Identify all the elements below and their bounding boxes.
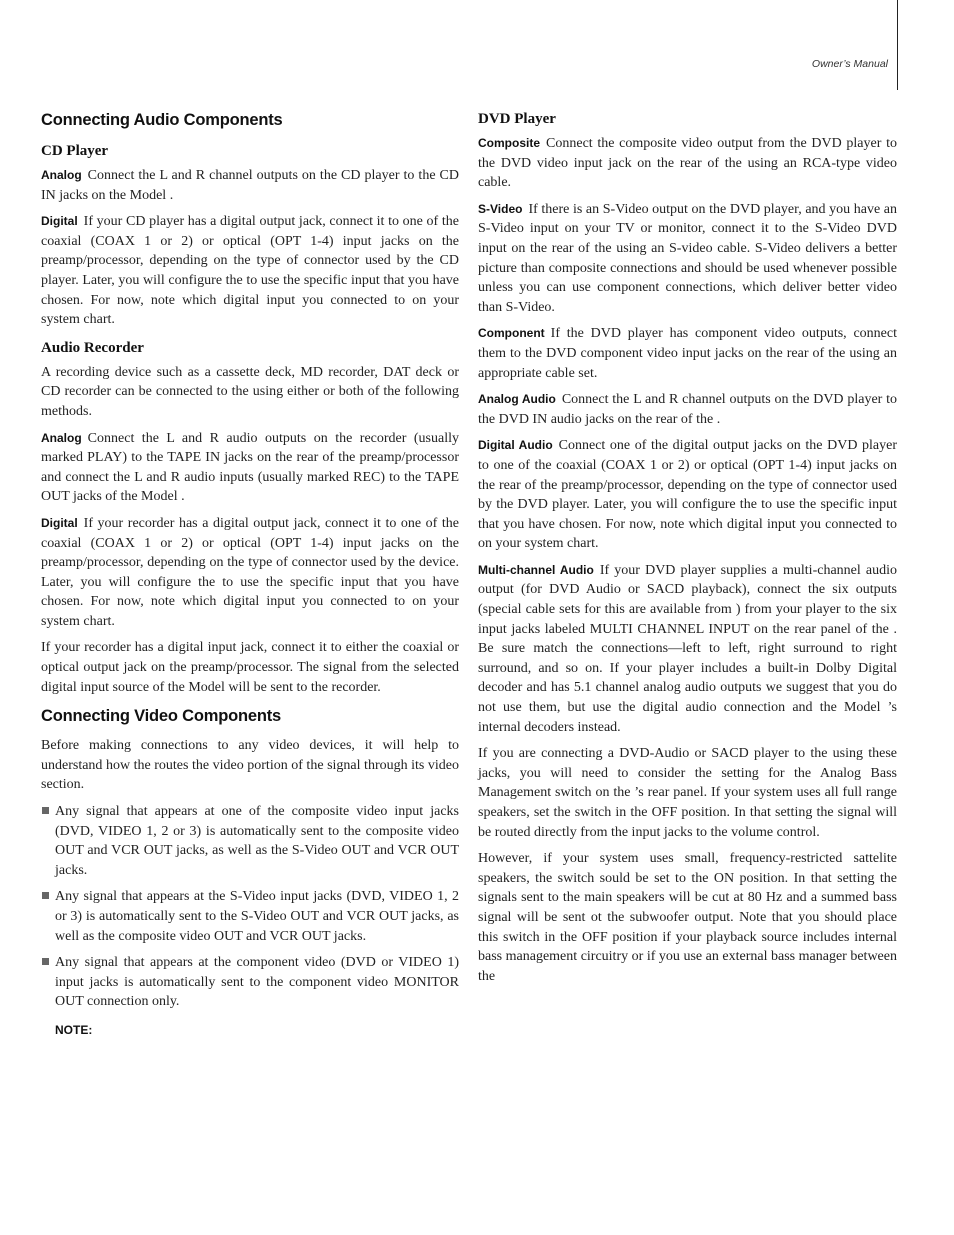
lead-analog-audio: Analog Audio — [478, 392, 556, 407]
paragraph-cd-analog — [41, 166, 459, 205]
lead-digital: Digital — [41, 214, 78, 229]
bullet-item-composite: Any signal that appears at one of the composite video input jacks (DVD, VIDEO 1, 2 or 3) is automatically sent to the composite video OUT and VCR OUT jacks, as well as the S-Video OUT and VCR OUT jacks. — [41, 802, 459, 880]
section-heading-video: Connecting Video Components — [41, 707, 281, 726]
text-dvd-svideo: If there is an S-Video output on the DVD player, and you have an S-Video input on your TV or monitor, connect it to the S-Video DVD input on the rear of the using an S-video cable. S-Video delivers a better picture than composite connections and should be used whenever possible unless you can use component connections, which deliver better video than S-Video. — [478, 201, 897, 315]
paragraph-recorder-analog — [41, 429, 459, 507]
paragraph-dvd-composite — [478, 134, 897, 193]
running-header: Owner’s Manual — [811, 58, 888, 70]
paragraph-dvd-analog-audio — [478, 390, 897, 429]
paragraph-dvd-component — [478, 324, 897, 383]
lead-digital-audio: Digital Audio — [478, 438, 553, 453]
paragraph-cd-digital — [41, 212, 459, 330]
lead-digital: Digital — [41, 515, 78, 530]
lead-analog: Analog — [41, 430, 82, 445]
left-column — [41, 108, 459, 1041]
subheading-dvd-player: DVD Player — [478, 111, 556, 127]
subheading-audio-recorder: Audio Recorder — [41, 339, 144, 356]
lead-svideo: S-Video — [478, 201, 523, 216]
text-dvd-analog-audio: Connect the L and R channel outputs on the DVD player to the DVD IN audio jacks on the rear of the . — [478, 392, 898, 427]
paragraph-dvd-svideo — [478, 200, 897, 318]
video-bullet-list — [41, 802, 459, 1012]
paragraph-dvd-multichannel — [478, 561, 897, 737]
section-heading-audio: Connecting Audio Components — [41, 111, 283, 129]
paragraph-bass-management: If you are connecting a DVD-Audio or SACD player to the using these jacks, you will need to consider the setting for the Analog Bass Management switch on the ’s rear panel. If your system uses all full range speakers, set the switch in the OFF position. In that setting the signal will be routed directly from the input jacks to the volume control. — [478, 746, 897, 840]
paragraph-bass-small-speakers: However, if your system uses small, frequency-restricted sattelite speakers, the switch sould be set to the ON position. In that setting the signals sent to the main speakers will be cut at 80 Hz and a summed bass signal will be sent ot the subwoofer output. Note that you should place this switch in the OFF position if your playback source includes internal bass management circuitry or if you use an external bass manager between the — [478, 851, 897, 984]
paragraph-recorder-digital — [41, 514, 459, 632]
text-recorder-analog: Connect the L and R audio outputs on the recorder (usually marked PLAY) to the TAPE IN jacks on the rear of the preamp/processor and connect the L and R audio inputs (usually marked REC) to the TAPE OUT jacks of the Model . — [41, 430, 459, 505]
text-dvd-multichannel: If your DVD player supplies a multi-channel audio output (for DVD Audio or SACD playback), connect the six outputs (special cable sets for this are available from ) from your player to the six input jacks labeled MULTI CHANNEL INPUT on the rear panel of the . Be sure match the connections—left to left, right surround to right surround, and so on. If your player includes a built-in Dolby Digital decoder and has 5.1 channel analog audio outputs we suggest that you do not use them, but use the digital audio connection and the Model ’s internal decoders instead. — [478, 562, 897, 735]
lead-composite: Composite — [478, 136, 541, 150]
bullet-item-svideo: Any signal that appears at the S-Video input jacks (DVD, VIDEO 1, 2 or 3) is automatically sent to the S-Video OUT and VCR OUT jacks, as well as the composite video OUT and VCR OUT jacks. — [41, 887, 459, 946]
note-label: NOTE: — [55, 1022, 93, 1037]
text-dvd-digital-audio: Connect one of the digital output jacks on the DVD player to one of the coaxial (COAX 1 or 2) or optical (OPT 1-4) input jacks on the rear of the preamp/processor, depending on the type of connector used by the DVD player. Later, you will configure the to use the specific input that you have chosen. For now, note which digital input you connected to on your system chart. — [478, 438, 898, 552]
lead-multichannel-audio: Multi-channel Audio — [478, 562, 594, 577]
paragraph-video-intro: Before making connections to any video devices, it will help to understand how the routes the video portion of the signal through its video section. — [41, 738, 459, 793]
text-recorder-digital: If your recorder has a digital output jack, connect it to one of the coaxial (COAX 1 or 2) or optical (OPT 1-4) input jacks on the preamp/processor, depending on the type of connector used by the device. Later, you will configure the to use the specific input that you have chosen. For now, note which digital input you connected to on your system chart. — [41, 515, 459, 629]
subheading-cd-player: CD Player — [41, 143, 109, 159]
lead-analog: Analog — [41, 168, 82, 182]
right-column — [478, 108, 897, 993]
paragraph-recorder-digital-input: If your recorder has a digital input jack, connect it to either the coaxial or optical output jack on the preamp/processor. The signal from the selected digital input source of the Model will be sent to the recorder. — [41, 640, 459, 695]
bullet-item-component: Any signal that appears at the component video (DVD or VIDEO 1) input jacks is automatically sent to the component video MONITOR OUT connection only. — [41, 953, 459, 1012]
text-dvd-component: If the DVD player has component video outputs, connect them to the DVD component video input jacks on the rear of the using an appropriate cable set. — [478, 326, 897, 381]
text-dvd-composite: Connect the composite video output from the DVD player to the DVD video input jack on the rear of the using an RCA-type video cable. — [478, 136, 897, 191]
paragraph-recorder-intro: A recording device such as a cassette deck, MD recorder, DAT deck or CD recorder can be connected to the using either or both of the following methods. — [41, 364, 459, 419]
text-cd-analog: Connect the L and R channel outputs on the CD player to the CD IN jacks on the Model . — [41, 168, 459, 203]
text-cd-digital: If your CD player has a digital output jack, connect it to one of the coaxial (COAX 1 or 2) or optical (OPT 1-4) input jacks on the preamp/processor, depending on the type of connector used by the CD player. Later, you will configure the to use the specific input that you have chosen. For now, note which digital input you connected to on your system chart. — [41, 214, 459, 328]
lead-component: Component — [478, 326, 545, 341]
header-rule — [897, 0, 898, 90]
paragraph-dvd-digital-audio — [478, 436, 897, 554]
